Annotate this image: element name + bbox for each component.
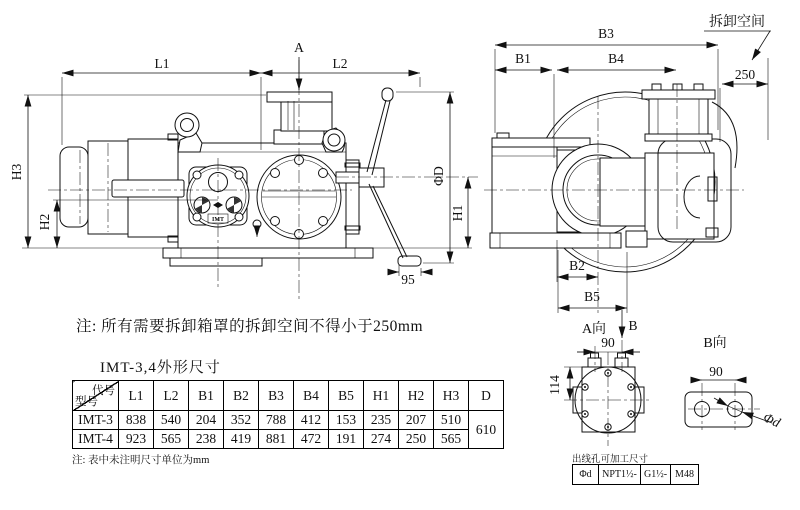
removal-space-callout [704, 13, 771, 60]
value-cell: 838 [119, 411, 154, 430]
dim-b-90: 90 [709, 364, 723, 379]
thread-table [572, 464, 699, 485]
value-cell: 274 [364, 430, 399, 449]
value-cell-d-merged: 610 [469, 411, 504, 449]
dim-B2: B2 [569, 258, 585, 273]
top-terminal-column [267, 92, 332, 144]
dim-L2: L2 [332, 56, 348, 71]
model-cell: IMT-3 [73, 411, 119, 430]
view-b-label: B向 [703, 336, 727, 351]
value-cell: 472 [294, 430, 329, 449]
dim-phi-D: ΦD [431, 166, 446, 186]
dim-B3: B3 [598, 26, 614, 41]
lifting-eye-right [322, 128, 345, 152]
col-B5: B5 [329, 381, 364, 411]
dim-H1: H1 [450, 204, 465, 222]
dim-L1: L1 [154, 56, 170, 71]
table-row-imt4 [73, 430, 504, 449]
thread-table-title: 出线孔可加工尺寸 [572, 455, 649, 465]
col-H3: H3 [434, 381, 469, 411]
col-D: D [469, 381, 504, 411]
front-view [9, 40, 478, 302]
table-footnote: 注: 表中未注明尺寸单位为mm [72, 455, 210, 466]
dimension-table [72, 380, 504, 449]
dial-right [226, 197, 242, 213]
view-a-label: A向 [581, 322, 607, 337]
col-B2: B2 [224, 381, 259, 411]
value-cell: 207 [399, 411, 434, 430]
value-cell: 153 [329, 411, 364, 430]
table-header-diagonal [73, 381, 119, 411]
value-cell: 565 [434, 430, 469, 449]
thread-cell-phid: Φd [573, 465, 599, 485]
note-removal-space: 注: 所有需要拆卸箱罩的拆卸空间不得小于250mm [76, 318, 424, 335]
lifting-eye-left [175, 113, 202, 152]
dim-B5: B5 [584, 289, 600, 304]
view-a-detail [547, 321, 652, 446]
dim-250: 250 [734, 67, 756, 82]
side-view [484, 13, 771, 338]
view-direction-a-label: A [294, 40, 304, 55]
value-cell: 788 [259, 411, 294, 430]
col-B4: B4 [294, 381, 329, 411]
col-L1: L1 [119, 381, 154, 411]
value-cell: 565 [154, 430, 189, 449]
dim-114: 114 [547, 375, 562, 395]
brand-logo: IMT [212, 217, 224, 223]
col-B1: B1 [189, 381, 224, 411]
value-cell: 540 [154, 411, 189, 430]
table-row-imt3 [73, 411, 504, 430]
col-H2: H2 [399, 381, 434, 411]
base-plate-side [490, 231, 647, 248]
dim-phi-d: Φd [761, 409, 783, 431]
dim-H3: H3 [9, 163, 24, 181]
table-title: IMT-3,4外形尺寸 [100, 360, 221, 376]
dim-B1: B1 [515, 51, 531, 66]
thread-cell-m48: M48 [671, 465, 699, 485]
value-cell: 238 [189, 430, 224, 449]
view-b-detail [685, 335, 783, 430]
value-cell: 419 [224, 430, 259, 449]
removal-space-label: 拆卸空间 [709, 15, 765, 30]
col-H1: H1 [364, 381, 399, 411]
conduit-handle [712, 102, 737, 168]
value-cell: 250 [399, 430, 434, 449]
value-cell: 881 [259, 430, 294, 449]
view-direction-b-label: B [628, 318, 638, 333]
dial-left [194, 197, 210, 213]
value-cell: 204 [189, 411, 224, 430]
header-model: 型号 [75, 396, 98, 408]
value-cell: 510 [434, 411, 469, 430]
value-cell: 923 [119, 430, 154, 449]
value-cell: 352 [224, 411, 259, 430]
value-cell: 235 [364, 411, 399, 430]
value-cell: 191 [329, 430, 364, 449]
base-plate-front [163, 248, 373, 266]
col-L2: L2 [154, 381, 189, 411]
model-cell: IMT-4 [73, 430, 119, 449]
dim-95: 95 [401, 272, 415, 287]
value-cell: 412 [294, 411, 329, 430]
col-B3: B3 [259, 381, 294, 411]
thread-cell-npt: NPT1½- [599, 465, 641, 485]
dim-a-90: 90 [601, 335, 615, 350]
dim-H2: H2 [37, 213, 52, 231]
header-code: 代号 [92, 385, 115, 397]
thread-cell-g: G1½- [641, 465, 671, 485]
dim-B4: B4 [608, 51, 624, 66]
